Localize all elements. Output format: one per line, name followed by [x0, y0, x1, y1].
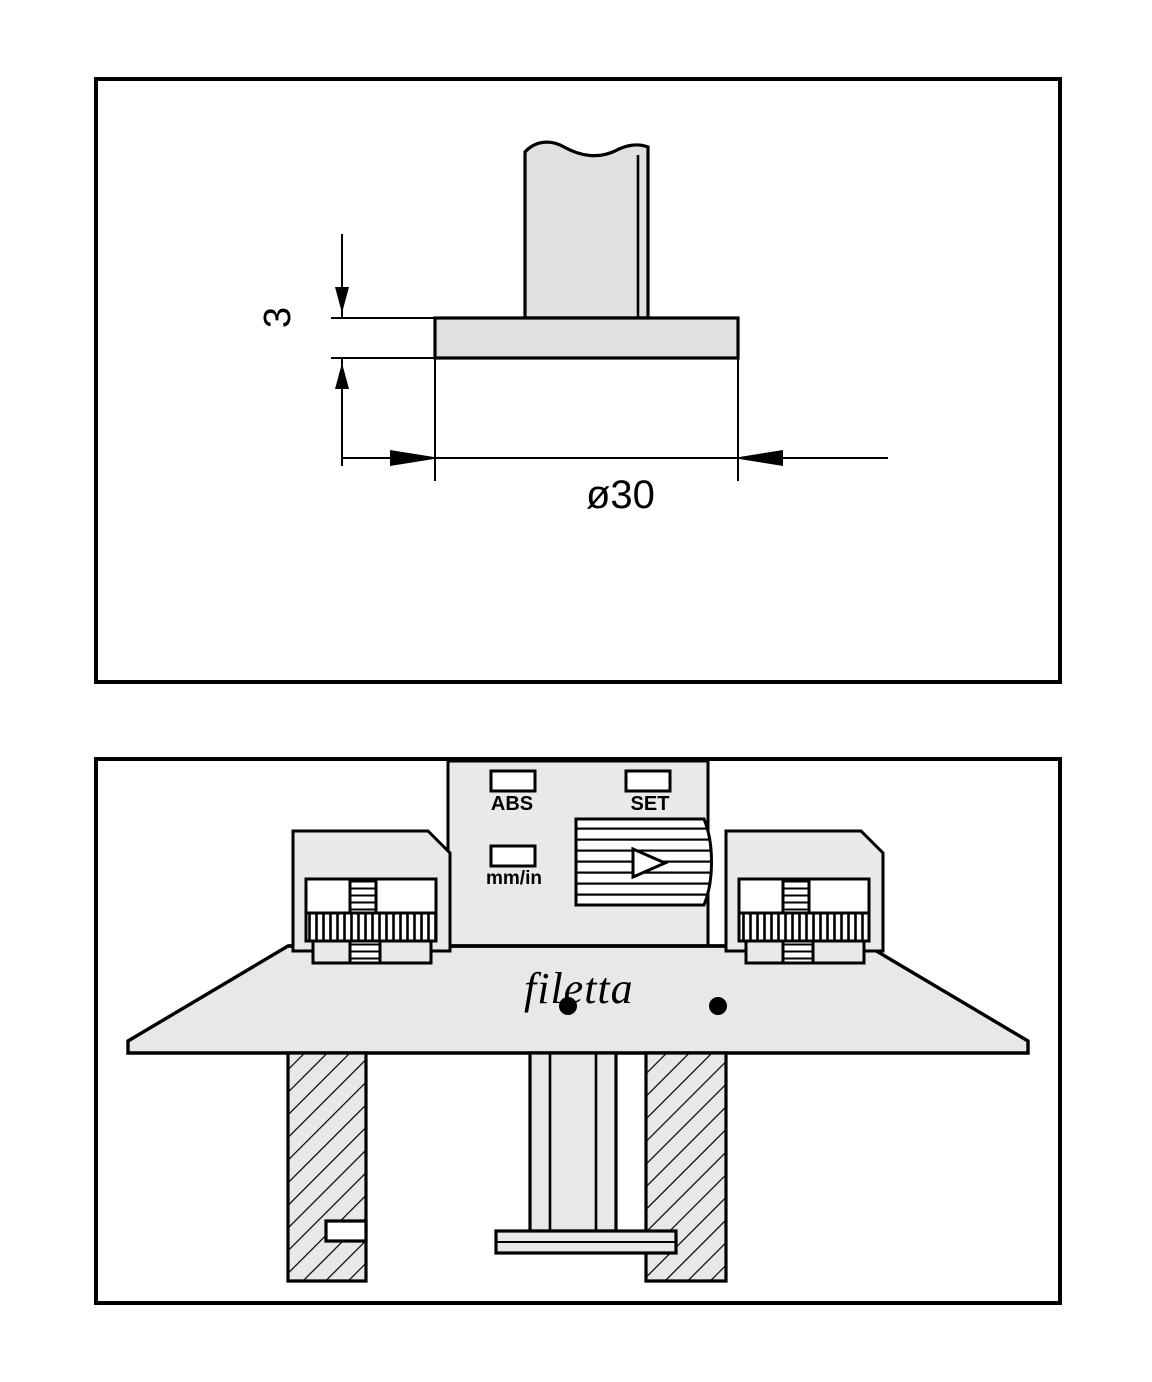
center-spindle	[530, 1053, 616, 1231]
arrow-thickness-top	[335, 287, 349, 313]
set-button-label: SET	[630, 793, 670, 815]
dimension-label-thickness: 3	[257, 306, 300, 329]
abs-button[interactable]	[491, 771, 535, 791]
flange-profile	[435, 318, 738, 358]
arrow-diameter-right	[733, 450, 783, 466]
abs-button-label: ABS	[490, 793, 534, 815]
mmin-button-label: mm/in	[486, 868, 542, 889]
panel-gauge-assembly	[94, 757, 1062, 1305]
arrow-diameter-left	[390, 450, 440, 466]
arrow-thickness-bottom	[335, 363, 349, 389]
right-knob-knurl[interactable]	[739, 913, 869, 941]
left-knob-knurl[interactable]	[306, 913, 436, 941]
plate-hole-right	[709, 997, 727, 1015]
stem-profile	[525, 142, 648, 318]
brand-logo: filetta	[524, 964, 634, 1013]
panel-cross-section	[94, 77, 1062, 684]
panel-gauge-assembly-graphic	[98, 761, 1058, 1301]
section-wall-left	[288, 1053, 366, 1281]
mmin-button[interactable]	[491, 846, 535, 866]
dimension-label-diameter: ø30	[586, 473, 655, 517]
set-button[interactable]	[626, 771, 670, 791]
panel-cross-section-graphic	[98, 81, 1058, 680]
